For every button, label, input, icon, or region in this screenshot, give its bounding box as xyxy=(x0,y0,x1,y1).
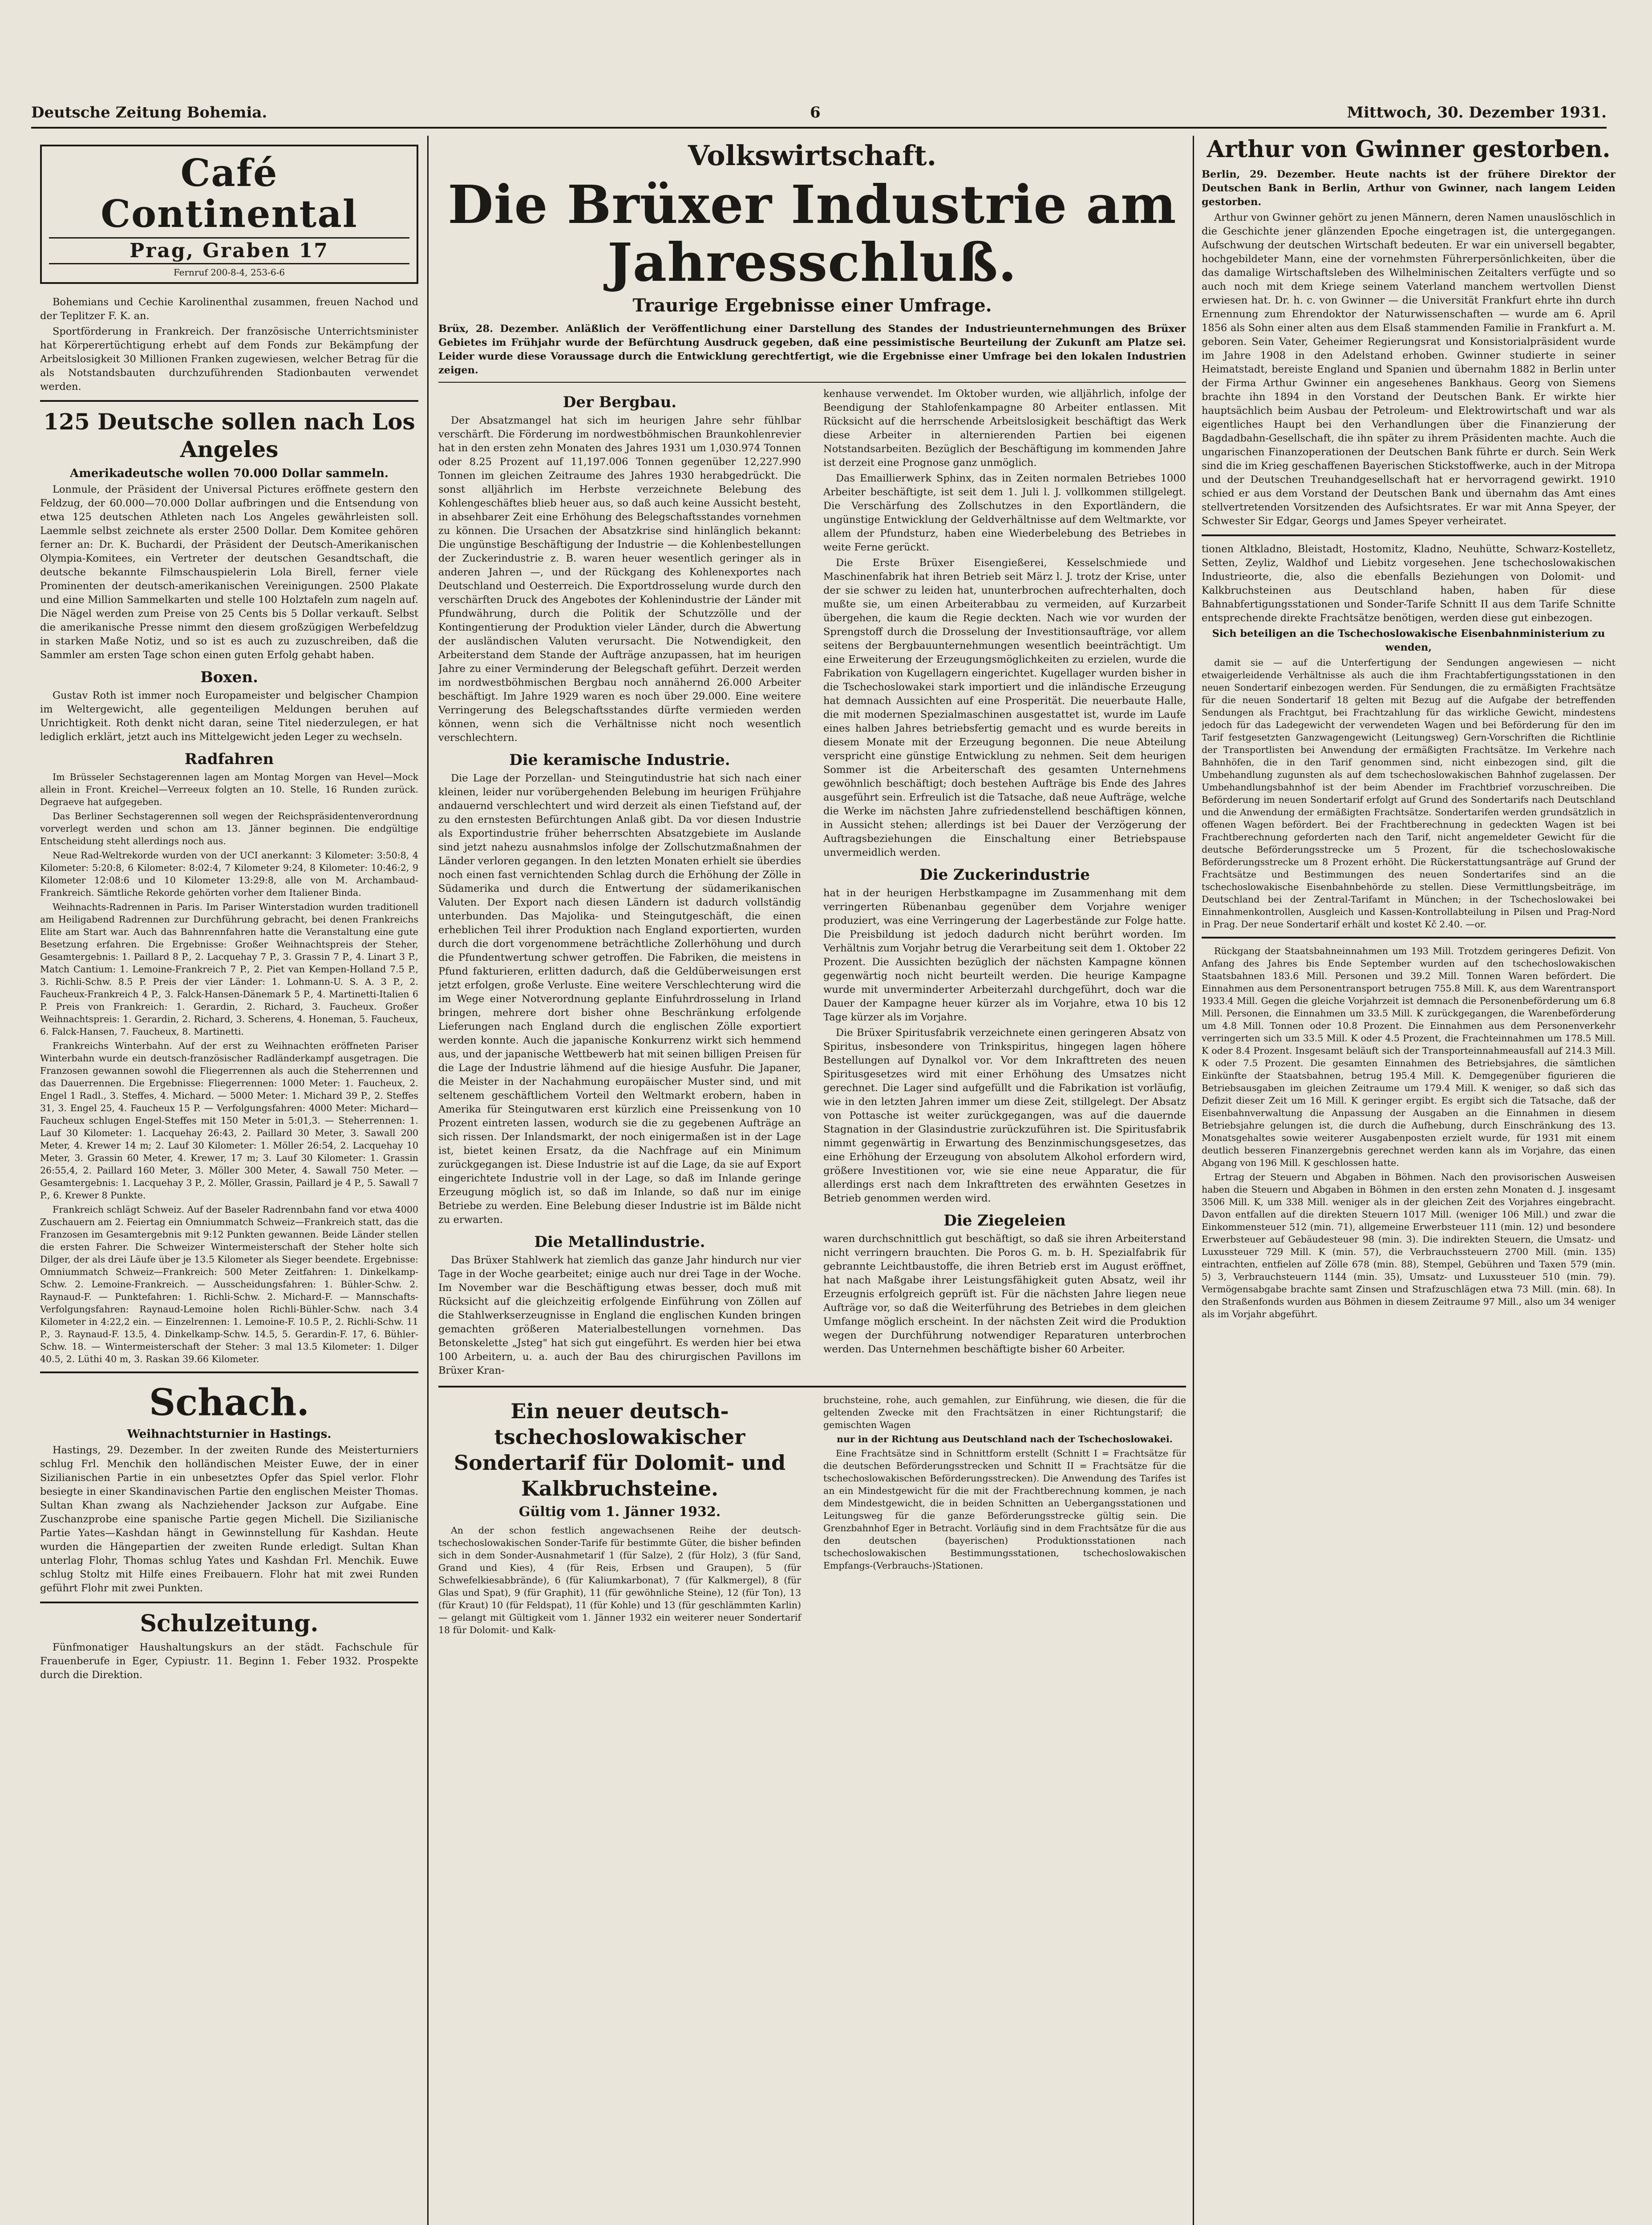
article-body: damit sie — auf die Unterfertigung der Sendungen angewiesen — nicht etwaigerleidende Verhältnisse als auch die ihm Frachtabfertigungsstationen in den neuen Sondertarif einbezogen werden. Für Sendungen, die zu ermäßigten Frachtsätze für die neuen Sondertarif 18 gelten mit Bezug auf die Aufgabe der betreffenden Sendungen als Frachtgut, bei Frachtzahlung für das wirkliche Gewicht, mindestens jedoch für das Ladegewicht der verwendeten Wagen und bei Beförderung für den im Tarif festgesetzten Ganzwagengewicht (Leitungsweg) Gern-Vorschriften die Richtlinie der Transportlisten bei Anwendung der ermäßigten Frachtsätze. Im Verkehre nach Bahnhöfen, die in den Tarif genommen sind, nicht einbezogen sind, gilt die Umbehandlung zugunsten als auf dem tschechoslowakischen Bahnhof zugelassen. Der Umbehandlungsbahnhof ist der beim Abender im Frachtbrief vorzuschreiben. Die Beförderung im neuen Sondertarif erfolgt auf Grund des Sondertarifs nach Deutschland und die Anwendung der ermäßigten Frachtsätze. Sondertarifen werden grundsätzlich in offenen Wagen befördert. Bei der Frachtberechnung in gedeckten Wagen ist bei Frachtberechnung geforderten nach den Tarif, nicht angemeldeter Gewicht für die deutsche Beförderungsstrecke um 5 Prozent, für die tschechoslowakische Beförderungsstrecke um 8 Prozent erhöht. Die Rückerstattungsanträge auf Grund der Frachtsätze und Bestimmungen des neuen Sondertarifes sind an die tschechoslowakische Eisenbahnbehörde zu stellen. Diese Vermittlungsbeiträge, im Deutschland bei der Zentral-Tarifamt in München; in der Tschechoslowakei bei Einnahmenkontrollen, Ausgleich und Kassen-Kontrollabteilung in Pilsen und Prag-Nord in Prag. Der neue Sondertarif erhält und kostet Kč 2.40. —or. xyxy=(1202,657,1616,930)
main-headline: Die Brüxer Industrie am Jahresschluß. xyxy=(448,174,1177,293)
article-lead: Berlin, 29. Dezember. Heute nachts ist der frühere Direktor der Deutschen Bank in Berlin, Arthur von Gwinner, nach langem Leiden gestorben. xyxy=(1202,169,1616,208)
article-note: Sich beteiligen an die Tschechoslowakische Eisenbahnministerium zu wenden, xyxy=(1212,628,1605,653)
section-divider xyxy=(1202,937,1616,939)
article-subheadline: Weihnachtsturnier in Hastings. xyxy=(127,1428,332,1441)
section-divider xyxy=(1202,534,1616,536)
sports-brief: Sportförderung in Frankreich. Der französische Unterrichtsminister hat Körperertüchtigung erhebt auf dem Fonds zur Bekämpfung der Arbeitslosigkeit 30 Millionen Franken zugewiesen, welcher Betrag für die als Notstandsbauten durchzuführenden Stadionbauten verwendet werden. xyxy=(40,326,418,392)
article-body: kenhause verwendet. Im Oktober wurden, wie alljährlich, infolge der Beendigung der Stahlofenkampagne 80 Arbeiter entlassen. Mit Rücksicht auf die herrschende Arbeitslosigkeit beschäftigt das Werk diese Arbeiter in alternierenden Partien bei eigenen Notstandsarbeiten. Bezüglich der Beschäftigung im kommenden Jahre ist derzeit eine Prognose ganz unmöglich. xyxy=(823,388,1186,469)
section-heading: Der Bergbau. xyxy=(563,393,677,411)
article-body: Das Berliner Sechstagerennen soll wegen der Reichspräsidentenverordnung vorverlegt werden und schon am 13. Jänner beginnen. Die endgültige Entscheidung steht allerdings noch aus. xyxy=(40,811,418,846)
ad-address: Prag, Graben 17 xyxy=(49,237,409,264)
divider xyxy=(438,382,1186,383)
article-body: tionen Altkladno, Bleistadt, Hostomitz, Kladno, Neuhütte, Schwarz-Kostelletz, Setten, Zeyliz, Waldhof und Liebitz vorgesehen. Jene tschechoslowakischen Industrieorte, die, also die ebenfalls Beziehungen von Dolomit- und Kalkbruchsteinen aus Deutschland haben, haben für diese Bahnabfertigungsstationen und Sonder-Tarife Schnitt II aus dem Tarife Schnitte entsprechende direkte Frachtsätze benötigen, werden diese gut einbezogen. xyxy=(1202,543,1616,624)
ad-phone: Fernruf 200-8-4, 253-6-6 xyxy=(173,267,285,278)
article-body: Das Brüxer Stahlwerk hat ziemlich das ganze Jahr hindurch nur vier Tage in der Woche gearbeitet; einige auch nur drei Tage in der Woche. Im November war die Beschäftigung etwas besser, doch muß mit Rücksicht auf die gleichzeitig erfolgende Einführung von Zöllen auf die Stahlwerkserzeugnisse in England die englischen Kunden bringen gemachten größeren Materialbestellungen vornehmen. Das Betonskelette „Jsteg" hat sich gut eingeführt. Es werden hier bei etwa 100 Arbeitern, u. a. auch der Bau des chirurgischen Pavillons im Brüxer Kran- xyxy=(438,1254,801,1376)
column-divider xyxy=(1193,136,1194,2225)
section-heading: Radfahren xyxy=(184,750,274,768)
cafe-continental-ad xyxy=(40,145,418,284)
article-lead: Brüx, 28. Dezember. Anläßlich der Veröffentlichung einer Darstellung des Standes der Industrieunternehmungen des Brüxer Gebietes im Frühjahr wurde der Befürchtung Ausdruck gegeben, daß eine pessimistische Beurteilung der Zukunft am Platze sei. Leider wurde diese Voraussage durch die Entwicklung gerechtfertigt, wie die Ergebnisse einer Umfrage bei den lokalen Industrien zeigen. xyxy=(438,323,1186,376)
article-body: Im Brüsseler Sechstagerennen lagen am Montag Morgen van Hevel—Mock allein in Front. Kreichel—Verreeux folgten an 10. Stelle, 16 Runden zurück. Degraeve hat aufgegeben. xyxy=(40,772,418,807)
subcolumn-left xyxy=(438,1394,801,1638)
article-body: Der Absatzmangel hat sich im heurigen Jahre sehr fühlbar verschärft. Die Förderung im nordwestböhmischen Braunkohlenrevier hat in den ersten zehn Monaten des Jahres 1931 um 1,030.974 Tonnen oder 8.25 Prozent auf 11,197.006 Tonnen gegenüber 12,227.990 Tonnen im gleichen Zeitraume des Jahres 1930 herabgedrückt. Die sonst alljährlich im Herbste verzeichnete Belebung des Kohlengeschäftes blieb heuer aus, so daß auch keine Aussicht besteht, in absehbarer Zeit eine Erhöhung des Belegschaftsstandes vornehmen zu können. Die Ursachen der Absatzkrise sind hinlänglich bekannt: Die ungünstige Beschäftigung der Industrie — die Kohlenbestellungen der Zuckerindustrie z. B. waren heuer wesentlich geringer als in anderen Jahren —, und der Rückgang des Kohlenexportes nach Deutschland und Oesterreich. Die Exportdrosselung wurde durch den verschärften Druck des Angebotes der Kohlenindustrie der Länder mit Pfundwährung, durch die Politik der Schutzzölle und der Kontingentierung der Produktion vieler Länder, durch die Abwertung der ausländischen Valuten verursacht. Die Notwendigkeit, den Arbeiterstand dem Stande der Aufträge anzupassen, hat im heurigen Jahre zu einer Verminderung der Belegschaft geführt. Derzeit werden im nordwestböhmischen Bergbau noch annähernd 26.000 Arbeiter beschäftigt. Im Jahre 1929 waren es noch über 29.000. Eine weitere Verringerung des Belegschaftsstandes dürfte vermieden werden können, wenn sich die Verhältnisse nicht noch wesentlich verschlechtern. xyxy=(438,415,801,744)
newspaper-name: Deutsche Zeitung Bohemia. xyxy=(31,104,267,121)
center-column xyxy=(438,136,1186,2225)
article-body: Weihnachts-Radrennen in Paris. Im Pariser Winterstadion wurden traditionell am Heiligabend Radrennen zur Durchführung gebracht, bei denen Frankreichs Elite am Start war. Auch das Bahnrennfahren hatte die Veranstaltung eine gute Besetzung erfahren. Die Ergebnisse: Großer Weihnachtspreis der Steher, Gesamtergebnis: 1. Paillard 8 P., 2. Lacquehay 7 P., 3. Grassin 7 P., 4. Linart 3 P., Match Cantium: 1. Lemoine-Frankreich 7 P., 2. Piet van Kempen-Holland 7.5 P., 3. Richli-Schw. 8.5 P. Preis der vier Länder: 1. Lohmann-U. S. A. 3 P., 2. Faucheux-Frankreich 4 P., 3. Falck-Hansen-Dänemark 5 P., 4. Martinetti-Italien 6 P. Preis von Frankreich: 1. Gerardin, 2. Richard, 3. Faucheux. Großer Weihnachtspreis: 1. Gerardin, 2. Richard, 3. Scherens, 4. Honeman, 5. Faucheux, 6. Falck-Hansen, 7. Faucheux, 8. Martinetti. xyxy=(40,902,418,1037)
sports-brief: Bohemians und Cechie Karolinenthal zusammen, freuen Nachod und der Teplitzer F. K. an. xyxy=(40,296,418,322)
article-body: Das Emaillierwerk Sphinx, das in Zeiten normalen Betriebes 1000 Arbeiter beschäftigte, ist seit dem 1. Juli l. J. vollkommen stillgelegt. Die Verschärfung des Zollschutzes in den Exportländern, die ungünstige Entwicklung der Geldverhältnisse auf dem Weltmarkte, vor allem der Pfundsturz, haben eine Wiederbelebung des Betriebes in weite Ferne gerückt. xyxy=(823,473,1186,553)
section-heading: Die Zuckerindustrie xyxy=(919,866,1090,884)
article-subheadline: Gültig vom 1. Jänner 1932. xyxy=(518,1504,721,1520)
subcolumn-right xyxy=(823,387,1186,1380)
article-headline: Ein neuer deutsch-tschechoslowakischer Sondertarif für Dolomit- und Kalkbruchsteine. xyxy=(453,1399,786,1501)
article-headline: 125 Deutsche sollen nach Los Angeles xyxy=(43,409,415,462)
column-divider xyxy=(427,136,429,2225)
article-body: Frankreich schlägt Schweiz. Auf der Baseler Radrennbahn fand vor etwa 4000 Zuschauern am 2. Feiertag ein Omniummatch Schweiz—Frankreich statt, das die Franzosen im Gesamtergebnis mit 9:12 Punkten gewannen. Beide Länder stellen die ersten Fahrer. Die Schweizer Wintermeisterschaft der Steher holte sich Dilger, der als drei Läufe über je 13.5 Kilometer als Sieger beendete. Ergebnisse: Omniummatch Schweiz—Frankreich: 500 Meter Zeitfahren: 1. Dinkelkamp-Schw. 2. Lemoine-Frankreich. — Ausscheidungsfahren: 1. Bühler-Schw. 2. Raynaud-F. — Punktefahren: 1. Richli-Schw. 2. Michard-F. — Mannschafts-Verfolgungsfahren: Raynaud-Lemoine holen Richli-Bühler-Schw. nach 3.4 Kilometer in 4:22,2 ein. — Einzelrennen: 1. Lemoine-F. 10.5 P., 2. Richli-Schw. 11 P., 3. Raynaud-F. 13.5, 4. Dinkelkamp-Schw. 14.5, 5. Gerardin-F. 17, 6. Bühler-Schw. 18. — Wintermeisterschaft der Steher: 3 mal 13.5 Kilometer: 1. Dilger 40.5, 2. Lüthi 40 m, 3. Raskan 39.66 Kilometer. xyxy=(40,1204,418,1364)
section-heading: Boxen. xyxy=(200,668,258,686)
left-column xyxy=(40,136,418,2225)
article-body: Gustav Roth ist immer noch Europameister und belgischer Champion im Weltergewicht, alle gegenteiligen Meldungen beruhen auf Unrichtigkeit. Roth denkt nicht daran, seine Titel niederzulegen, er hat lediglich erklärt, jetzt auch ins Mittelgewicht jeden Leger zu wechseln. xyxy=(40,690,418,743)
section-divider xyxy=(40,1371,418,1373)
page-number: 6 xyxy=(810,104,821,121)
section-divider xyxy=(40,400,418,402)
subcolumn-right xyxy=(823,1394,1186,1638)
article-body: waren durchschnittlich gut beschäftigt, so daß sie ihren Arbeiterstand nicht verringern brauchten. Die Poros G. m. b. H. Spezialfabrik für gebrannte Leichtbaustoffe, die ihren Betrieb erst im August eröffnet, hat nach Maßgabe ihrer Leistungsfähigkeit guten Absatz, weil ihr Erzeugnis erfolgreich geprüft ist. Für die nächsten Jahre liegen neue Aufträge vor, so daß die Weiterführung des Betriebes in dem gleichen Umfange möglich erscheint. In der nächsten Zeit wird die Produktion wegen der Durchführung notwendiger Reparaturen unterbrochen werden. Das Unternehmen beschäftigte bisher 60 Arbeiter. xyxy=(823,1233,1186,1355)
article-note: nur in der Richtung aus Deutschland nach der Tschechoslowakei. xyxy=(837,1434,1173,1444)
right-column xyxy=(1202,136,1616,2225)
article-headline: Arthur von Gwinner gestorben. xyxy=(1207,136,1611,163)
main-subheadline: Traurige Ergebnisse einer Umfrage. xyxy=(632,295,992,316)
issue-date: Mittwoch, 30. Dezember 1931. xyxy=(1347,104,1607,121)
article-body: An der schon festlich angewachsenen Reihe der deutsch-tschechoslowakischen Sonder-Tarife für bestimmte Güter, die bisher befinden sich in dem Sonder-Ausnahmetarif 1 (für Salze), 2 (für Holz), 3 (für Sand, Grand und Kies), 4 (für Reis, Erbsen und Graupen), 5 (für Schwefelkiesabbrände), 6 (für Kaliumkarbonat), 7 (für Kalkmergel), 8 (für Glas und Spat), 9 (für Graphit), 11 (für gewöhnliche Steine), 12 (für Ton), 13 (für Kraut) 10 (für Feldspat), 11 (für Kohle) und 13 (für geschlämmten Karlin) — gelangt mit Gültigkeit vom 1. Jänner 1932 ein weiterer neuer Sondertarif 18 für Dolomit- und Kalk- xyxy=(438,1525,801,1635)
article-body: Die Lage der Porzellan- und Steingutindustrie hat sich nach einer kleinen, leider nur vorübergehenden Belebung im heurigen Frühjahre andauernd verschlechtert und wird derzeit als einen Tiefstand auf, der zu den ernstesten Befürchtungen Anlaß gibt. Da vor diesen Industrie als Exportindustrie früher beherrschten Absatzgebiete im Auslande sind jetzt nahezu ausnahmslos infolge der Zollschutzmaßnahmen der Länder verloren gegangen. In den letzten Monaten erhielt sie überdies noch einen fast vernichtenden Schlag durch die Erhöhung der Zölle in Südamerika und durch die Entwertung der südamerikanischen Valuten. Der Export nach diesen Ländern ist dadurch vollständig unterbunden. Das Majolika- und Steingutgeschäft, die einen erheblichen Teil ihrer Produktion nach England exportierten, wurden durch die dort vorgenommene beträchtliche Zollerhöhung und durch die Pfundentwertung schwer getroffen. Die Fabriken, die meistens in Pfund fakturieren, erlitten dadurch, daß die Geldüberweisungen erst jetzt erfolgen, große Verluste. Eine weitere Verschlechterung wird die im Wege einer Notverordnung geplante Einfuhrdrosselung in Irland bringen, mehrere dort bisher ohne Beschränkung erfolgende Lieferungen nach England durch die englischen Zölle exportiert werden konnte. Auch die japanische Konkurrenz wirkt sich hemmend aus, und der japanische Wettbewerb hat mit seinen billigen Preisen für die Lage der Industrie lähmend auf die hiesige Ausfuhr. Die Japaner, die Meister in der Nachahmung europäischer Muster sind, und mit seltenem geschäftlichem Vorteil den Weltmarkt erobern, haben in Amerika für Steingutwaren erst kürzlich eine Preissenkung von 10 Prozent eintreten lassen, wodurch sie die zu gegebenen Aufträge an sich rissen. Der Inlandsmarkt, der noch einigermaßen ist in der Lage ist, bietet keinen Ersatz, da die Nachfrage auf ein Minimum zurückgegangen ist. Diese Industrie ist auf die Lage, da sie auf Export eingerichtete Industrie voll in der Lage, so daß im Inlande geringe Erzeugung möglich ist, so daß im Inlande, so daß nur im einige Betriebe zu werden. Eine Belebung dieser Industrie ist im Bälde nicht zu erwarten. xyxy=(438,773,801,1226)
section-heading: Schach. xyxy=(149,1381,309,1424)
article-body: Ertrag der Steuern und Abgaben in Böhmen. Nach den provisorischen Ausweisen haben die Steuern und Abgaben in Böhmen in den ersten zehn Monaten d. J. insgesamt 3506 Mill. K, um 338 Mill. weniger als in der gleichen Zeit des Vorjahres eingebracht. Davon entfallen auf die direkten Steuern 1017 Mill. (weniger 106 Mill.) und zwar die Einkommensteuer 512 (min. 71), allgemeine Erwerbsteuer 111 (min. 12) und besondere Erwerbsteuer auf Gebäudesteuer 98 (min. 3). Die indirekten Steuern, die Umsatz- und Luxussteuer 729 Mill. K (min. 57), die Verbrauchssteuern 2700 Mill. (min. 135) eintrachten, entfielen auf Zölle 678 (min. 88), Stempel, Gebühren und Taxen 579 (min. 5) 3, Verbrauchsteuern 1144 (min. 35), Umsatz- und Luxussteuer 510 (min. 79). Vermögensabgabe brachte samt Zinsen und Strafzuschlägen etwa 73 Mill. (min. 68). In den Straßenfonds wurden aus Böhmen in diesem Zeitraume 97 Mill., also um 34 weniger als im Vorjahr abgeführt. xyxy=(1202,1172,1616,1319)
article-body: Rückgang der Staatsbahneinnahmen um 193 Mill. Trotzdem geringeres Defizit. Von Anfang des Jahres bis Ende September wurden auf den tschechoslowakischen Staatsbahnen 183.6 Mill. Personen und 39.2 Mill. Tonnen Waren befördert. Die Einnahmen aus dem Personentransport betrugen 755.8 Mill. K, aus dem Warentransport 1933.4 Mill. Gegen die gleiche Vorjahrzeit ist demnach die Personenbeförderung um 6.8 Mill. Personen, die Einnahmen um 33.5 Mill. K zurückgegangen, die Warenbeförderung um 4.8 Mill. Tonnen oder 10.8 Prozent. Die Einnahmen aus dem Personenverkehr verringerten sich um 33.5 Mill. K oder 4.5 Prozent, die Frachteinnahmen um 178.5 Mill. K oder 8.4 Prozent. Insgesamt beläuft sich der Transporteinnahmeausfall auf 214.3 Mill. K oder 7.5 Prozent. Die gesamten Einnahmen des Betriebsjahres, die sämtlichen Einkünfte der Staatsbahnen, betrug 195.4 Mill. K. Demgegenüber figurieren die Betriebsausgaben im gleichen Zeitraume um 179.4 Mill. K weniger, so daß sich das Defizit dieser Zeit um 16 Mill. K geringer ergibt. Es ergibt sich die Tatsache, daß der Eisenbahnverwaltung die Anpassung der Ausgaben an die Einnahmen in diesem Betriebsjahre gelungen ist, die durch die Aufhebung, durch Einschränkung des 13. Monatsgehaltes sowie weiterer Ausgabenposten erzielt wurde, für 1931 mit einem deutlich besseren Finanzergebnis gerechnet werden kann als im Vorjahre, das einen Abgang von 196 Mill. K geschlossen hatte. xyxy=(1202,946,1616,1168)
ad-title: Café Continental xyxy=(101,151,358,236)
section-divider xyxy=(40,1602,418,1603)
article-body: Eine Frachtsätze sind in Schnittform erstellt (Schnitt I = Frachtsätze für die deutschen Beförderungsstrecken und Schnitt II = Frachtsätze für die tschechoslowakischen Beförderungsstrecken). Die Anwendung des Tarifes ist an ein Mindestgewicht für die mit der Frachtberechnung kommen, je nach dem Mindestgewicht, die in beiden Schnitten an Uebergangsstationen und Leitungsweg für die ganze Beförderungsstrecke gültig sein. Die Grenzbahnhof Eger in Betracht. Vorläufig sind in dem Frachtsätze für die aus den deutschen (bayerischen) Produktionsstationen nach tschechoslowakischen Bestimmungsstationen, tschechoslowakischen Empfangs-(Verbrauchs-)Stationen. xyxy=(823,1448,1186,1571)
article-body: Die Brüxer Spiritusfabrik verzeichnete einen geringeren Absatz von Spiritus, insbesondere von Trinkspiritus, hingegen lagen höhere Bestellungen auf Dynalkol vor. Vor dem Inkrafttreten des neuen Spiritusgesetzes wird mit einer Erhöhung des Umsatzes nicht gerechnet. Die Lager sind aufgefüllt und die Fabrikation ist vorläufig, wie in den letzten Jahren immer um diese Zeit, stillgelegt. Der Absatz von Pottasche ist weiter zurückgegangen, was auf die dauernde Stagnation in der Glasindustrie zurückzuführen ist. Die Spiritusfabrik nimmt gegenwärtig in Erwartung des Benzinmischungsgesetzes, das eine Erhöhung der Erzeugung von absolutem Alkohol erfordern wird, größere Investitionen vor, wie sie eine neue Apparatur, die für allerdings erst nach dem Inkrafttreten des erwähnten Gesetzes in Betrieb genommen werden wird. xyxy=(823,1027,1186,1204)
rubric-title: Volkswirtschaft. xyxy=(688,139,937,172)
article-body: Die Erste Brüxer Eisengießerei, Kesselschmiede und Maschinenfabrik hat ihren Betrieb seit März l. J. trotz der Krise, unter der sie schwer zu leiden hat, ununterbrochen aufrechterhalten, doch mußte sie, um einen Arbeiterabbau zu vermeiden, auf Kurzarbeit übergehen, die kaum die Regie deckten. Nach wie vor wurden der Sprengstoff durch die Drosselung der Investitionsaufträge, vor allem seitens der Bergbauunternehmungen wesentlich beeinträchtigt. Um eine Erweiterung der Erzeugungsmöglichkeiten zu erzielen, wurde die Fabrikation von Kugellagern eingerichtet. Kugellager wurden bisher in die Tschechoslowakei stark importiert und die inländische Erzeugung hat demnach Aussichten auf eine Prosperität. Die neuerbaute Halle, die mit modernen Spezialmaschinen ausgestattet ist, wurde im Laufe eines halben Jahres betriebsfertig gemacht und es wurde bereits in diesem Monate mit der Erzeugung begonnen. Die neue Abteilung verspricht eine günstige Entwicklung zu nehmen. Seit dem heurigen Sommer ist die Arbeiterschaft des gesamten Unternehmens gewöhnlich beschäftigt; doch bestehen Aufträge bis Ende des Jahres ausgeführt sein. Erfreulich ist die Tatsache, daß neue Aufträge, welche die Werke im nächsten Jahre zufriedenstellend beschäftigen können, in Aussicht stehen; allerdings ist bei Dauer der Verzögerung der Auftragsbeziehungen die Einschaltung einer Betriebspause unvermeidlich werden. xyxy=(823,557,1186,858)
article-body: bruchsteine, rohe, auch gemahlen, zur Einführung, wie diesen, die für die geltenden Zwecke mit den Frachtsätzen in einer Richtungstarif; die gemischten Wagen xyxy=(823,1395,1186,1430)
section-heading: Die Metallindustrie. xyxy=(534,1233,705,1251)
article-body: Arthur von Gwinner gehört zu jenen Männern, deren Namen unauslöschlich in die Geschichte jener glänzenden Epoche eingetragen ist, die untergegangen. Aufschwung der deutschen Wirtschaft bedeuten. Er war ein universell begabter, hochgebildeter Mann, eine der vornehmsten Führerpersönlichkeiten, über die das damalige Wirtschaftsleben des Wilhelminischen Zeitalters verfügte und so auch noch mit dem Kriege seinem Vaterland manchem wertvollen Dienst erwiesen hat. Dr. h. c. von Gwinner — die Universität Frankfurt ehrte ihn durch Ernennung zum Ehrendoktor der Naturwissenschaften — wurde am 6. April 1856 als Sohn einer alten aus dem Elsaß stammenden Familie in Frankfurt a. M. geboren. Sein Vater, Geheimer Regierungsrat und Konsistorialpräsident wurde im Jahre 1908 in den Adelstand erhoben. Gwinner studierte in seiner Heimatstadt, bereiste England und Spanien und übernahm 1882 in Berlin unter der Firma Arthur Gwinner ein angesehenes Bankhaus. Georg von Siemens brachte ihn 1894 in den Vorstand der Deutschen Bank. Er wirkte hier hauptsächlich beim Ausbau der Petroleum- und Elektrowirtschaft und war als eigentliches Haupt bei den Verhandlungen über die Finanzierung der Bagdadbahn-Gesellschaft, die ihn später zu ihrem Präsidenten machte. Auch die ungarischen Finanzoperationen der Deutschen Bank führte er durch. Sein Werk sind die im Krieg geschaffenen Bayerischen Stickstoffwerke, auch in der Mitropa und der Deutschen Treuhandgesellschaft hat er hervorragend gewirkt. 1910 schied er aus dem Vorstand der Deutschen Bank und übernahm das Amt eines stellvertretenden Vorsitzenden des Aufsichtsrates. Er war mit Anna Speyer, der Schwester Sir Edgar, Georgs und James Speyer verheiratet. xyxy=(1202,212,1616,527)
article-body: Neue Rad-Weltrekorde wurden von der UCI anerkannt: 3 Kilometer: 3:50:8, 4 Kilometer: 5:20:8, 6 Kilometer: 8:02:4, 7 Kilometer 9:24, 8 Kilometer: 10:46:2, 9 Kilometer 12:08:6 und 10 Kilometer 13:29:8, alle von M. Archambaud-Frankreich. Sämtliche Rekorde gehörten vorher dem Italiener Binda. xyxy=(40,850,418,898)
article-subcolumns xyxy=(438,387,1186,1380)
article-subheadline: Amerikadeutsche wollen 70.000 Dollar sammeln. xyxy=(70,467,389,480)
article-body: Hastings, 29. Dezember. In der zweiten Runde des Meisterturniers schlug Frl. Menchik den holländischen Meister Euwe, der in einer Sizilianischen Partie in ein unbesetztes Opfer das Spiel verlor. Flohr besiegte in einer Skandinavischen Partie den englischen Meister Thomas. Sultan Khan zwang als Nachziehender Jackson zur Aufgabe. Eine Zuschanzprobe eine spanische Partie gegen Michell. Die Sizilianische Partie Yates—Kashdan hängt in Gewinnstellung für Kashdan. Heute wurden die Hängepartien der zweiten Runde erledigt. Sultan Khan unterlag Flohr, Thomas schlug Yates und Kashdan Frl. Menchik. Euwe schlug Stoltz mit Hilfe eines Freibauern. Flohr hat mit zwei Runden geführt Flohr mit zwei Punkten. xyxy=(40,1444,418,1594)
section-heading: Die Ziegeleien xyxy=(943,1212,1066,1230)
article-body: Frankreichs Winterbahn. Auf der erst zu Weihnachten eröffneten Pariser Winterbahn wurde ein deutsch-französischer Radländerkampf ausgetragen. Die Franzosen gewannen sowohl die Fliegerrennen als auch die Steherrennen und das Dauerrennen. Die Ergebnisse: Fliegerrennen: 1000 Meter: 1. Faucheux, 2. Engel 1 Radl., 3. Steffes, 4. Michard. — 5000 Meter: 1. Michard 39 P., 2. Steffes 31, 3. Engel 25, 4. Faucheux 15 P. — Verfolgungsfahren: 4000 Meter: Michard—Faucheux schlugen Engel-Steffes mit 150 Meter in 5:01,3. — Steherrennen: 1. Lauf 30 Kilometer: 1. Lacquehay 26:43, 2. Paillard 30 Meter, 3. Sawall 200 Meter, 4. Krewer 14 m; 2. Lauf 30 Kilometer: 1. Möller 26:54, 2. Lacquehay 10 Meter, 3. Grassin 60 Meter, 4. Krewer, 17 m; 3. Lauf 30 Kilometer: 1. Grassin 26:55,4, 2. Paillard 160 Meter, 3. Möller 300 Meter, 4. Sawall 750 Meter. — Gesamtergebnis: 1. Lacquehay 3 P., 2. Möller, Grassin, Paillard je 4 P., 5. Sawall 7 P., 6. Krewer 8 Punkte. xyxy=(40,1040,418,1201)
article-body: Lonmule, der Präsident der Universal Pictures eröffnete gestern den Feldzug, der 60.000—70.000 Dollar aufbringen und die Entsendung von etwa 125 deutschen Athleten nach Los Angeles gewährleisten soll. Laemmle selbst zeichnete als erster 2500 Dollar. Dem Komitee gehören ferner an: Dr. K. Buchardi, der Präsident der Deutsch-Amerikanischen Olympia-Komitees, ein Vertreter der deutschen Gesandtschaft, die deutsche bekannte Filmschauspielerin Lola Birell, ferner viele Prominenten der deutsch-amerikanischen Vereinigungen. 2500 Plakate und eine Million Sammelkarten und stelle 100 Holztafeln zum nageln auf. Die Nägel werden zum Preise von 25 Cents bis 5 Dollar verkauft. Selbst die amerikanische Presse nimmt den diesem großzügigen Werbefeldzug in starken Maße Notiz, und so ist es auch zu zuzuschreiben, daß die Sammler am ersten Tage schon einen guten Erfolg gehabt haben. xyxy=(40,484,418,661)
section-heading: Die keramische Industrie. xyxy=(509,751,730,769)
subcolumn-left xyxy=(438,387,801,1380)
section-divider xyxy=(438,1386,1186,1388)
article-body: Fünfmonatiger Haushaltungskurs an der städt. Fachschule für Frauenberufe in Eger, Cypiustr. 11. Beginn 1. Feber 1932. Prospekte durch die Direktion. xyxy=(40,1642,418,1681)
section-heading: Schulzeitung. xyxy=(140,1610,319,1637)
tariff-article xyxy=(438,1394,1186,1638)
page-masthead xyxy=(31,96,1607,129)
article-body: hat in der heurigen Herbstkampagne im Zusammenhang mit dem verringerten Rübenanbau gegenüber dem Vorjahre weniger produziert, was eine Verringerung der Lagerbestände zur Folge hatte. Die Preisbildung ist jedoch dadurch nicht berührt worden. Im Verhältnis zum Vorjahr betrug die Verarbeitung seit dem 1. Oktober 22 Prozent. Die Aussichten bezüglich der nächsten Kampagne können gegenwärtig noch nicht beurteilt werden. Die heurige Kampagne wurde mit unverminderter Arbeiterzahl durchgeführt, doch war die Dauer der Kampagne heuer kürzer als im Vorjahre, etwa 10 bis 12 Tage kürzer als im Vorjahre. xyxy=(823,887,1186,1023)
